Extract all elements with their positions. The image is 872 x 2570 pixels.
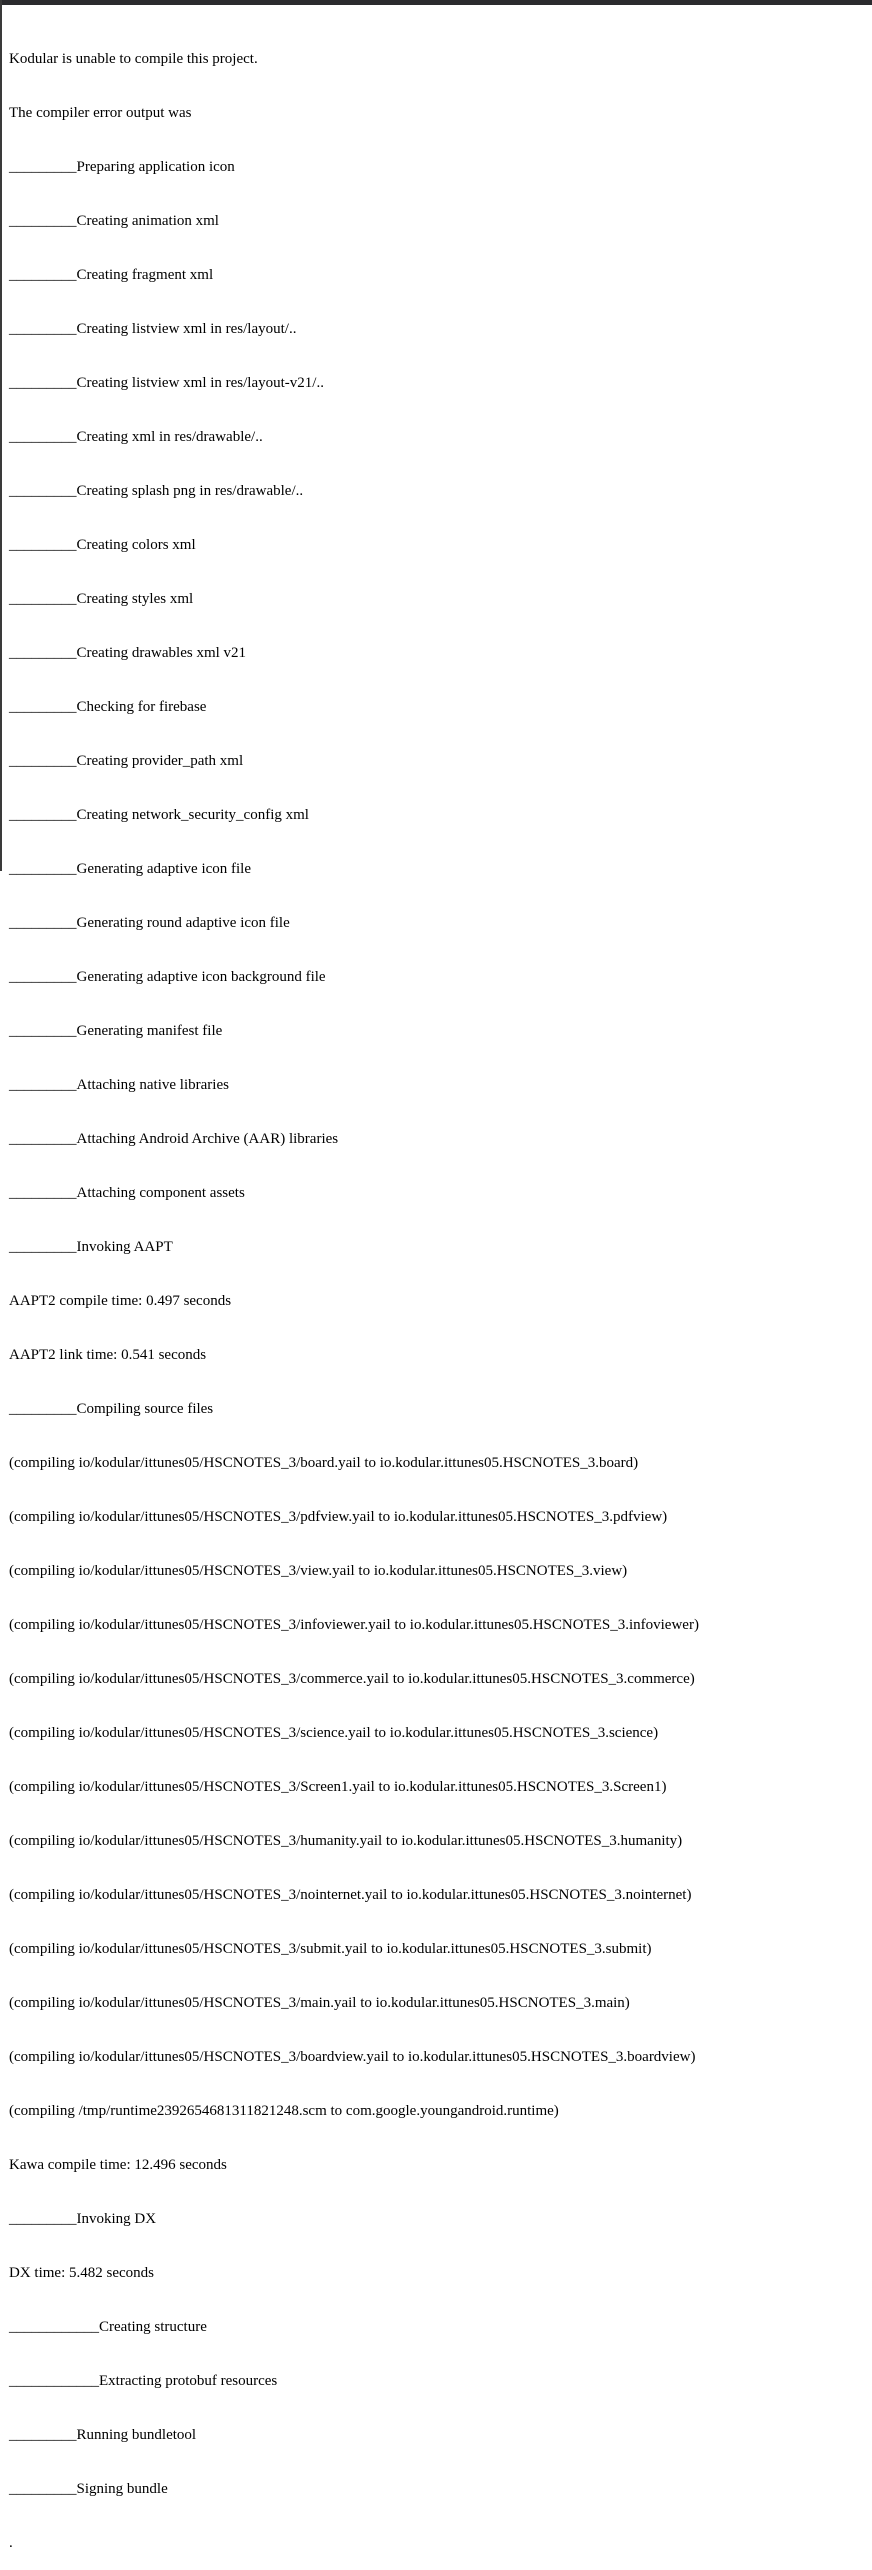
window-top-bar	[0, 0, 872, 5]
log-line: (compiling io/kodular/ittunes05/HSCNOTES_3/main.yail to io.kodular.ittunes05.HSCNOTES_3.main)	[9, 1995, 630, 2011]
log-line: AAPT2 link time: 0.541 seconds	[9, 1347, 207, 1363]
window-left-border	[0, 0, 2, 871]
log-line: (compiling io/kodular/ittunes05/HSCNOTES_3/infoviewer.yail to io.kodular.ittunes05.HSCNOTES_3.infoviewer)	[9, 1617, 699, 1633]
log-line: (compiling io/kodular/ittunes05/HSCNOTES_3/humanity.yail to io.kodular.ittunes05.HSCNOTES_3.humanity)	[9, 1833, 683, 1849]
log-line: .	[9, 2535, 13, 2551]
log-line: _________Creating provider_path xml	[9, 753, 244, 769]
log-line: (compiling io/kodular/ittunes05/HSCNOTES_3/board.yail to io.kodular.ittunes05.HSCNOTES_3.board)	[9, 1455, 639, 1471]
log-line: _________Creating drawables xml v21	[9, 645, 247, 661]
log-line: _________Creating colors xml	[9, 537, 196, 553]
log-line: Kodular is unable to compile this project.	[9, 51, 258, 67]
log-line: _________Generating adaptive icon file	[9, 861, 252, 877]
log-line: (compiling io/kodular/ittunes05/HSCNOTES_3/boardview.yail to io.kodular.ittunes05.HSCNOTES_3.boardview)	[9, 2049, 696, 2065]
log-line: _________Invoking AAPT	[9, 1239, 173, 1255]
log-line: _________Attaching native libraries	[9, 1077, 229, 1093]
log-line: (compiling /tmp/runtime2392654681311821248.scm to com.google.youngandroid.runtime)	[9, 2103, 559, 2119]
log-line: _________Creating xml in res/drawable/..	[9, 429, 263, 445]
log-line: _________Creating listview xml in res/layout/..	[9, 321, 297, 337]
log-line: _________Attaching component assets	[9, 1185, 245, 1201]
log-line: _________Generating adaptive icon background file	[9, 969, 326, 985]
log-line: ____________Extracting protobuf resources	[9, 2373, 278, 2389]
log-line: _________Generating manifest file	[9, 1023, 223, 1039]
log-line: _________Attaching Android Archive (AAR) libraries	[9, 1131, 339, 1147]
log-line: DX time: 5.482 seconds	[9, 2265, 154, 2281]
log-line: _________Creating styles xml	[9, 591, 194, 607]
log-line: The compiler error output was	[9, 105, 192, 121]
log-line: (compiling io/kodular/ittunes05/HSCNOTES_3/nointernet.yail to io.kodular.ittunes05.HSCNOTES_3.nointernet)	[9, 1887, 692, 1903]
log-line: _________Preparing application icon	[9, 159, 235, 175]
log-line: (compiling io/kodular/ittunes05/HSCNOTES_3/science.yail to io.kodular.ittunes05.HSCNOTES_3.science)	[9, 1725, 659, 1741]
log-line: _________Checking for firebase	[9, 699, 207, 715]
log-line: Kawa compile time: 12.496 seconds	[9, 2157, 227, 2173]
compiler-error-output	[9, 14, 699, 2570]
log-line: _________Creating network_security_config xml	[9, 807, 309, 823]
log-line: AAPT2 compile time: 0.497 seconds	[9, 1293, 232, 1309]
log-line: ____________Creating structure	[9, 2319, 207, 2335]
log-line: _________Creating listview xml in res/layout-v21/..	[9, 375, 324, 391]
log-line: (compiling io/kodular/ittunes05/HSCNOTES_3/pdfview.yail to io.kodular.ittunes05.HSCNOTES_3.pdfview)	[9, 1509, 668, 1525]
log-line: _________Invoking DX	[9, 2211, 157, 2227]
log-line: _________Creating splash png in res/drawable/..	[9, 483, 304, 499]
log-line: _________Compiling source files	[9, 1401, 214, 1417]
log-line: _________Generating round adaptive icon file	[9, 915, 290, 931]
log-line: (compiling io/kodular/ittunes05/HSCNOTES_3/commerce.yail to io.kodular.ittunes05.HSCNOTES_3.commerce)	[9, 1671, 695, 1687]
log-line: _________Creating fragment xml	[9, 267, 214, 283]
log-line: (compiling io/kodular/ittunes05/HSCNOTES_3/Screen1.yail to io.kodular.ittunes05.HSCNOTES_3.Screen1)	[9, 1779, 667, 1795]
log-line: _________Running bundletool	[9, 2427, 197, 2443]
log-line: _________Signing bundle	[9, 2481, 168, 2497]
log-line: (compiling io/kodular/ittunes05/HSCNOTES_3/view.yail to io.kodular.ittunes05.HSCNOTES_3.view)	[9, 1563, 628, 1579]
log-line: (compiling io/kodular/ittunes05/HSCNOTES_3/submit.yail to io.kodular.ittunes05.HSCNOTES_3.submit)	[9, 1941, 652, 1957]
log-line: _________Creating animation xml	[9, 213, 219, 229]
